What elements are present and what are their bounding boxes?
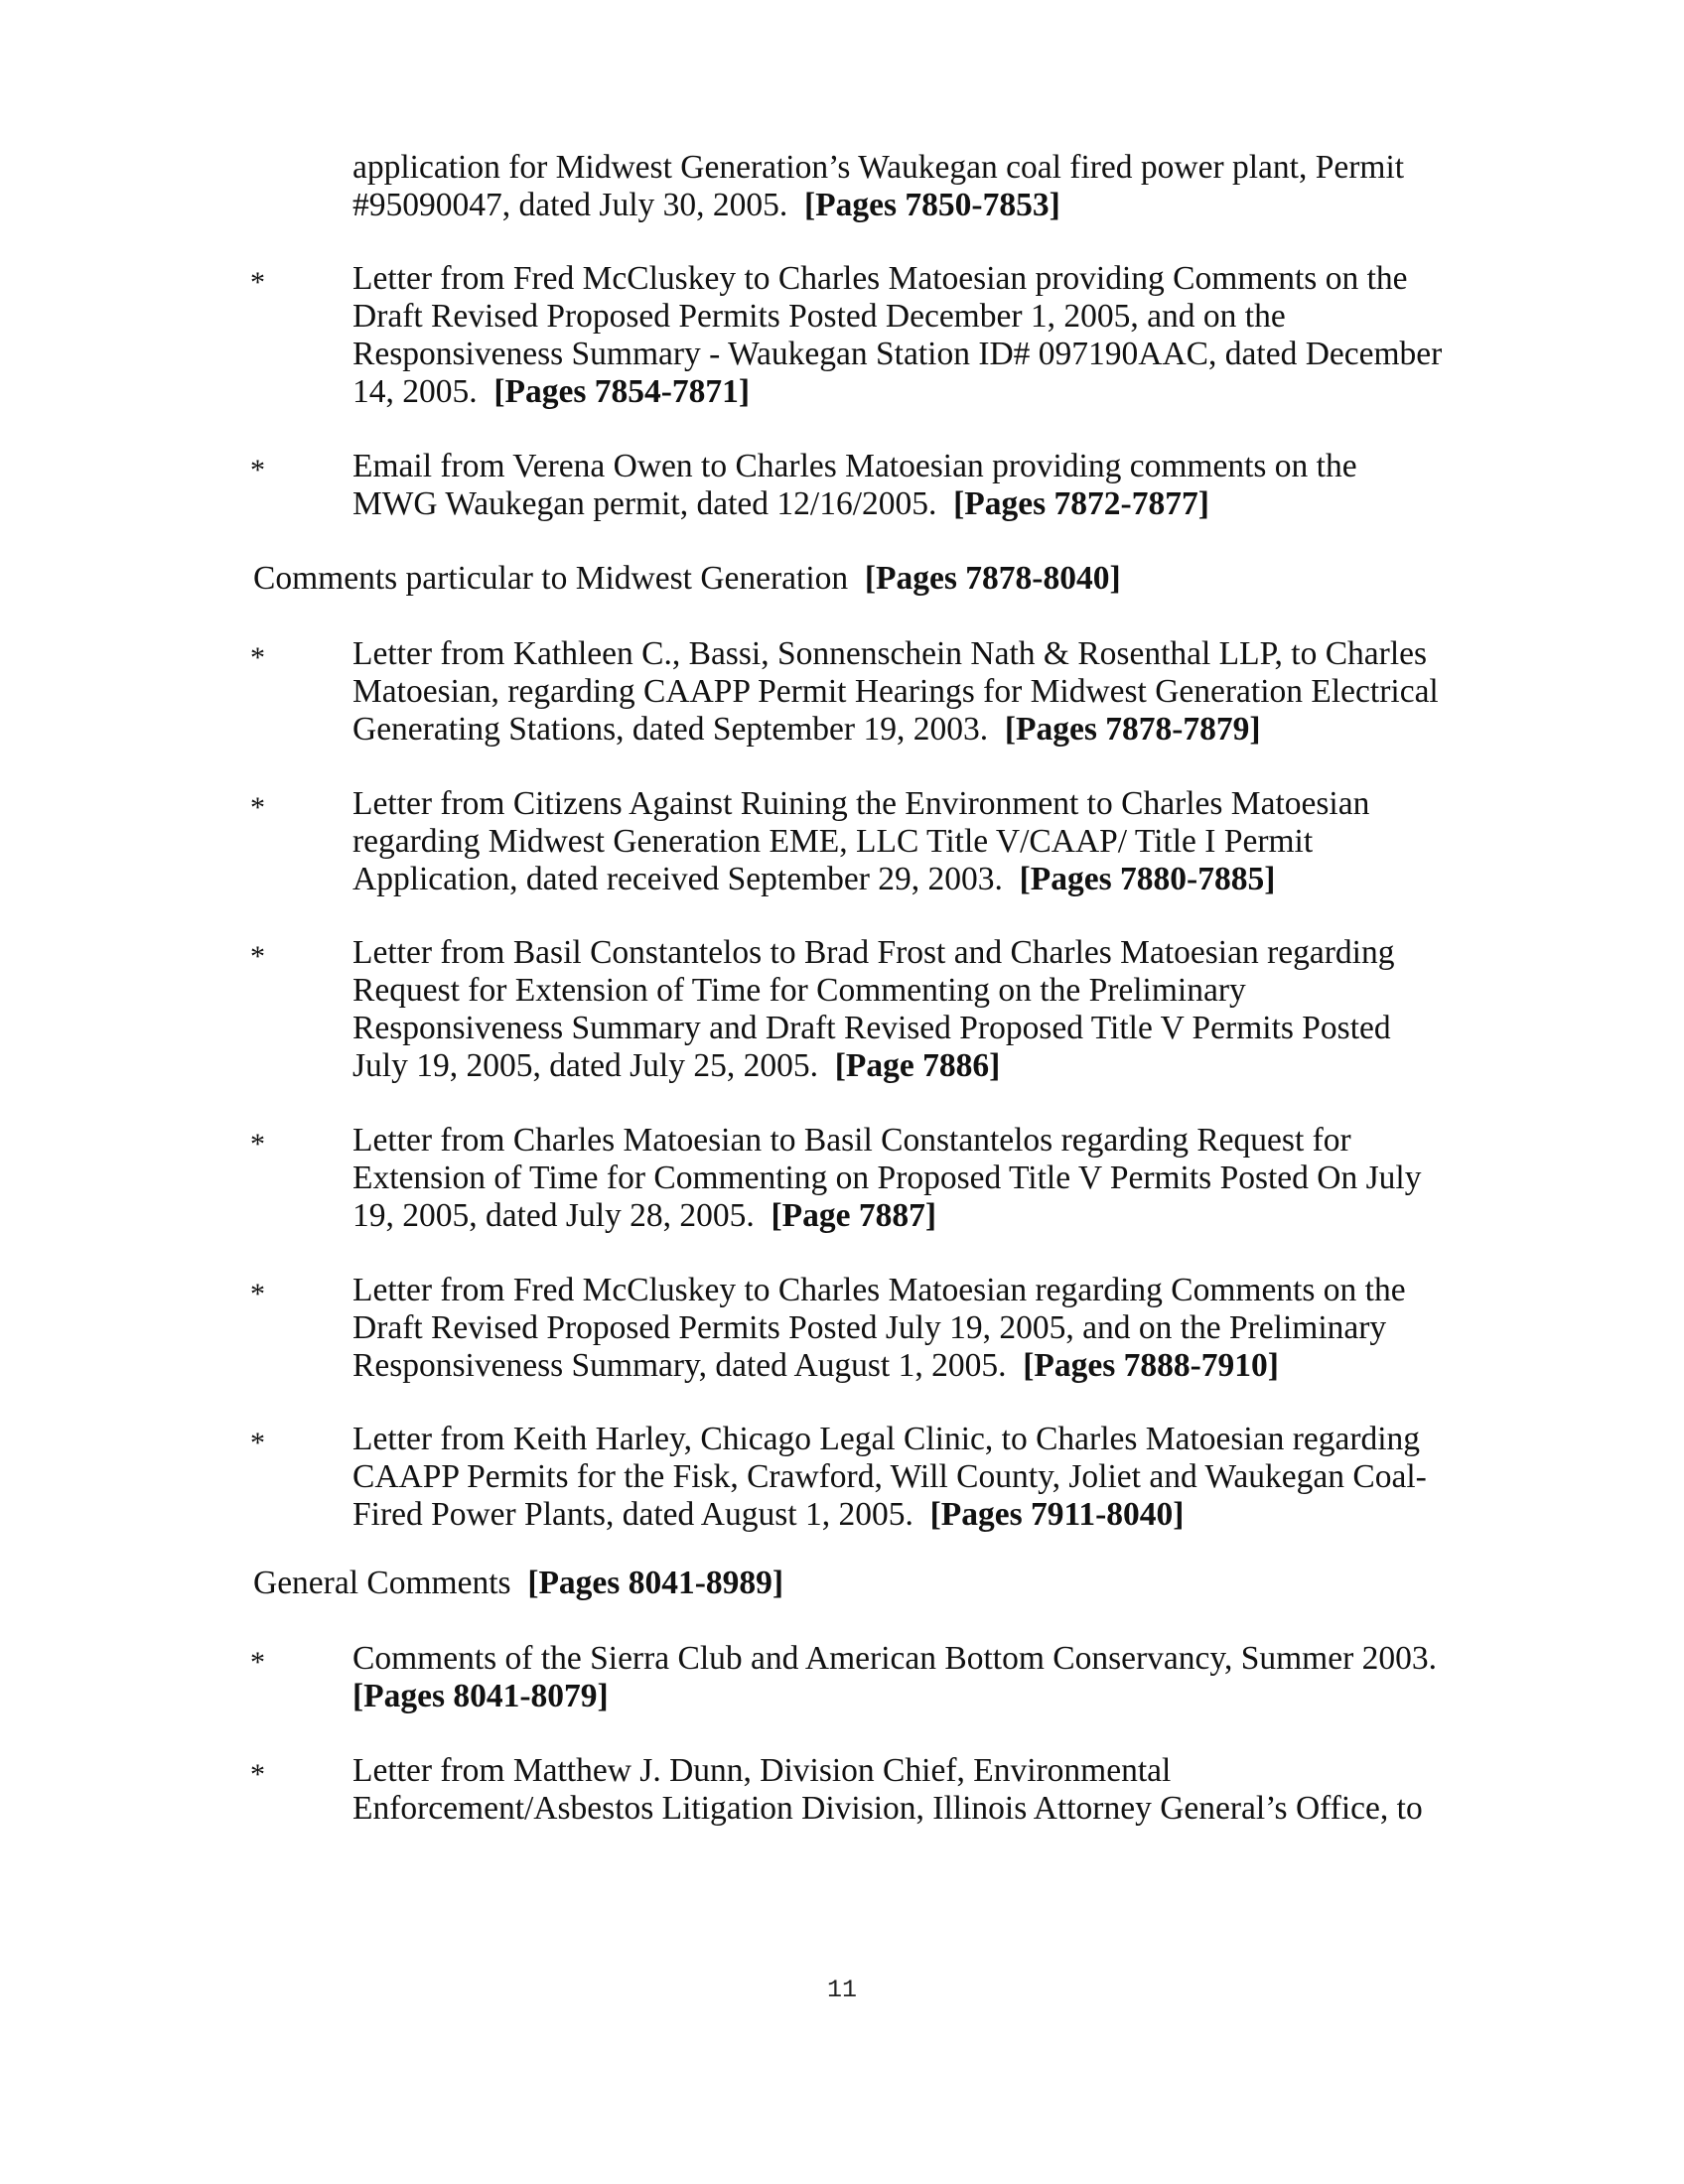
bullet-asterisk: * [250, 791, 265, 824]
page-reference: [Pages 7911-8040] [929, 1496, 1185, 1533]
text-segment: Fired Power Plants, dated August 1, 2005. [352, 1496, 913, 1533]
text-line [352, 1047, 1394, 1085]
page-reference: [Pages 7880-7885] [1019, 861, 1276, 897]
bullet-asterisk: * [250, 266, 265, 299]
text-line: CAAPP Permits for the Fisk, Crawford, Will County, Joliet and Waukegan Coal- [352, 1458, 1427, 1495]
text-line: Letter from Fred McCluskey to Charles Matoesian providing Comments on the [352, 260, 1408, 297]
text-line: Enforcement/Asbestos Litigation Division, Illinois Attorney General’s Office, to [352, 1790, 1423, 1827]
bullet-asterisk: * [250, 641, 265, 674]
text-line [352, 373, 1442, 411]
text-segment: #95090047, dated July 30, 2005. [352, 187, 788, 223]
text-line: Letter from Keith Harley, Chicago Legal Clinic, to Charles Matoesian regarding [352, 1421, 1421, 1457]
text-segment: Application, dated received September 29, 2003. [352, 861, 1003, 897]
text-line: Comments of the Sierra Club and American Bottom Conservancy, Summer 2003. [352, 1640, 1437, 1677]
page-reference: [Page 7886] [834, 1047, 1001, 1084]
page-reference: [Pages 7850-7853] [804, 187, 1060, 223]
text-line: application for Midwest Generation’s Waukegan coal fired power plant, Permit [352, 149, 1405, 186]
text-line [352, 711, 1439, 749]
text-line: regarding Midwest Generation EME, LLC Title V/CAAP/ Title I Permit [352, 823, 1314, 860]
text-line: Responsiveness Summary - Waukegan Station ID# 097190AAC, dated December [352, 336, 1443, 372]
text-line: Letter from Citizens Against Ruining the Environment to Charles Matoesian [352, 785, 1370, 822]
text-segment: Responsiveness Summary, dated August 1, 2005. [352, 1347, 1007, 1384]
page-reference: [Pages 7878-8040] [864, 560, 1121, 597]
bullet-asterisk: * [250, 940, 265, 973]
section-title: General Comments [253, 1565, 511, 1601]
text-line: Letter from Matthew J. Dunn, Division Chief, Environmental [352, 1752, 1172, 1789]
page-reference: [Pages 7888-7910] [1023, 1347, 1279, 1384]
page-reference: [Pages 8041-8989] [527, 1565, 784, 1601]
text-line: Letter from Kathleen C., Bassi, Sonnenschein Nath & Rosenthal LLP, to Charles [352, 635, 1428, 672]
page-number: 11 [826, 1976, 857, 2004]
bullet-asterisk: * [250, 1427, 265, 1459]
bullet-asterisk: * [250, 1758, 265, 1791]
page-reference: [Pages 7872-7877] [953, 485, 1209, 522]
section-heading [253, 1565, 783, 1602]
bullet-asterisk: * [250, 1646, 265, 1679]
text-line [352, 1347, 1406, 1385]
text-line: Letter from Charles Matoesian to Basil Constantelos regarding Request for [352, 1122, 1351, 1159]
bullet-asterisk: * [250, 1128, 265, 1160]
text-segment: MWG Waukegan permit, dated 12/16/2005. [352, 485, 937, 522]
text-line: Letter from Fred McCluskey to Charles Matoesian regarding Comments on the [352, 1272, 1406, 1308]
text-segment: 14, 2005. [352, 373, 478, 410]
text-segment: July 19, 2005, dated July 25, 2005. [352, 1047, 818, 1084]
text-line: Draft Revised Proposed Permits Posted December 1, 2005, and on the [352, 298, 1286, 335]
bullet-asterisk: * [250, 1278, 265, 1310]
page-reference: [Pages 7878-7879] [1004, 711, 1261, 748]
bullet-asterisk: * [250, 454, 265, 486]
text-segment: 19, 2005, dated July 28, 2005. [352, 1197, 755, 1234]
text-line: Matoesian, regarding CAAPP Permit Hearings for Midwest Generation Electrical [352, 673, 1439, 710]
text-line: Draft Revised Proposed Permits Posted July 19, 2005, and on the Preliminary [352, 1309, 1387, 1346]
text-line [352, 187, 1404, 224]
continuation-paragraph [352, 149, 1404, 224]
page-reference: [Pages 8041-8079] [352, 1678, 609, 1714]
text-segment: Generating Stations, dated September 19, 2003. [352, 711, 989, 748]
section-heading [253, 560, 1121, 598]
text-line: Request for Extension of Time for Commenting on the Preliminary [352, 972, 1246, 1009]
text-line: Letter from Basil Constantelos to Brad Frost and Charles Matoesian regarding [352, 934, 1395, 971]
page-reference: [Page 7887] [771, 1197, 937, 1234]
text-line [352, 861, 1369, 898]
section-title: Comments particular to Midwest Generation [253, 560, 849, 597]
text-line [352, 1496, 1427, 1534]
text-line [352, 485, 1357, 523]
page-reference: [Pages 7854-7871] [493, 373, 751, 410]
text-line: Extension of Time for Commenting on Proposed Title V Permits Posted On July [352, 1160, 1422, 1196]
text-line [352, 1197, 1421, 1235]
text-line: Responsiveness Summary and Draft Revised Proposed Title V Permits Posted [352, 1010, 1391, 1046]
text-line: Email from Verena Owen to Charles Matoesian providing comments on the [352, 448, 1357, 484]
